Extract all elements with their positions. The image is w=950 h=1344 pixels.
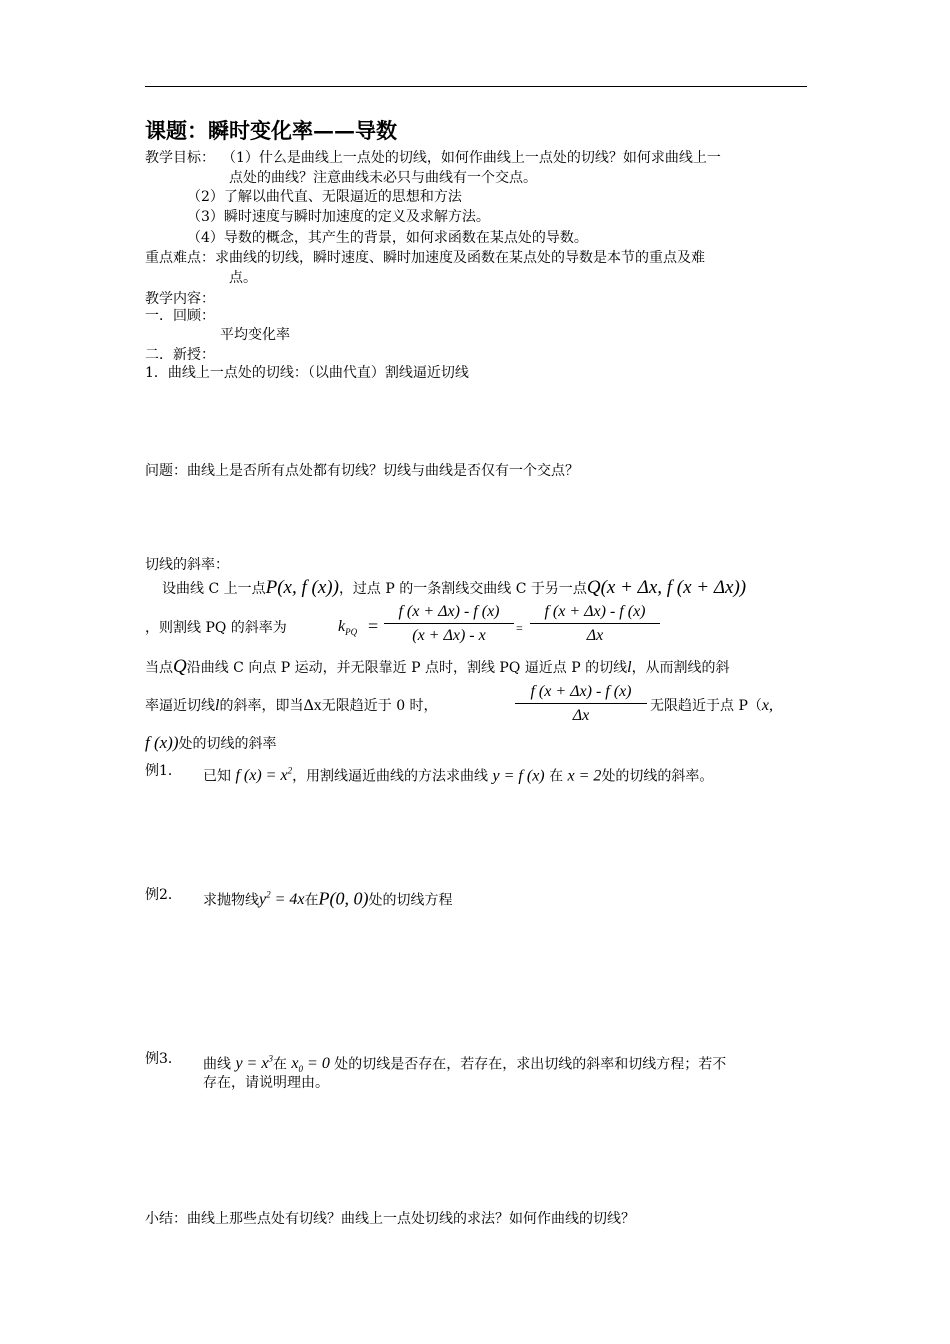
y-fx-formula: y = f (x) xyxy=(492,767,545,785)
key-points-line: 重点难点：求曲线的切线，瞬时速度、瞬时加速度及函数在某点处的导数是本节的重点及难 xyxy=(145,250,705,266)
slope-fraction-3 xyxy=(515,682,647,725)
fx-exponent: 2 xyxy=(287,766,293,776)
header-rule xyxy=(145,86,807,87)
equals-sign-1: = xyxy=(368,616,379,636)
slope-paragraph-1 xyxy=(162,578,746,599)
slope-paragraph-2: ，则割线 PQ 的斜率为 xyxy=(145,620,287,636)
objective-item-3: （3）瞬时速度与瞬时加速度的定义及求解方法。 xyxy=(187,209,490,225)
fraction-denominator: Δx xyxy=(572,707,590,724)
text: 曲线 xyxy=(203,1056,231,1073)
objective-item-4: （4）导数的概念，其产生的背景，如何求函数在某点处的导数。 xyxy=(187,230,588,246)
page-title: 课题：瞬时变化率——导数 xyxy=(145,118,397,143)
x0-value: = 0 xyxy=(307,1055,330,1073)
text: 已知 xyxy=(203,768,231,785)
point-1-heading: 1．曲线上一点处的切线：（以曲代直）割线逼近切线 xyxy=(145,365,469,381)
review-heading: 一．回顾： xyxy=(145,308,215,324)
example-3-text-cont: 存在，请说明理由。 xyxy=(203,1075,329,1091)
kpq-symbol xyxy=(338,617,357,642)
slope-heading: 切线的斜率： xyxy=(145,557,229,573)
equals-sign-2: = xyxy=(516,621,523,635)
slope-paragraph-4-end xyxy=(650,696,773,716)
y-exponent: 2 xyxy=(266,890,271,900)
cubic-exponent: 3 xyxy=(268,1054,273,1064)
kpq-subscript: PQ xyxy=(345,627,358,638)
point-p-formula: P(x, f (x)) xyxy=(265,577,339,598)
text: ，过点 P 的一条割线交曲线 C 于另一点 xyxy=(338,581,587,597)
text: 处的切线方程 xyxy=(368,892,453,909)
text: 率逼近切线 xyxy=(145,698,215,714)
x0-subscript: 0 xyxy=(298,1064,304,1075)
x0-base: x xyxy=(291,1055,299,1073)
text: 设曲线 C 上一点 xyxy=(162,581,266,597)
objective-item-2: （2）了解以曲代直、无限逼近的思想和方法 xyxy=(187,189,462,205)
fraction-bar xyxy=(515,703,647,704)
key-points-cont: 点。 xyxy=(229,270,257,286)
objective-item-1: （1）什么是曲线上一点处的切线，如何作曲线上一点处的切线？如何求曲线上一 xyxy=(222,150,721,166)
cubic-base: y = x xyxy=(235,1055,269,1073)
text: 的斜率，即当 xyxy=(219,698,304,714)
fx-formula xyxy=(235,767,292,784)
slope-paragraph-5 xyxy=(145,733,277,754)
tangent-l-symbol: l xyxy=(627,659,632,676)
slope-paragraph-3 xyxy=(145,657,730,678)
text: 在 xyxy=(272,1056,287,1073)
fraction-numerator: f (x + Δx) - f (x) xyxy=(530,683,632,700)
text: 在 xyxy=(549,768,564,785)
fraction-numerator: f (x + Δx) - f (x) xyxy=(544,603,646,620)
fraction-denominator: Δx xyxy=(586,627,604,644)
text: 处的切线的斜率 xyxy=(178,736,277,752)
x0-formula xyxy=(291,1055,330,1075)
question-text: 问题：曲线上是否所有点处都有切线？切线与曲线是否仅有一个交点？ xyxy=(145,463,579,479)
kpq-letter: k xyxy=(338,618,346,635)
fraction-denominator: (x + Δx) - x xyxy=(412,627,486,644)
text: 求抛物线 xyxy=(203,892,259,909)
text: 处的切线的斜率。 xyxy=(601,768,714,785)
review-item: 平均变化率 xyxy=(220,327,290,343)
text: 处的切线是否存在，若存在，求出切线的斜率和切线方程；若不 xyxy=(334,1056,727,1073)
fraction-numerator: f (x + Δx) - f (x) xyxy=(398,603,500,620)
content-label: 教学内容： xyxy=(145,291,215,307)
y-base: y xyxy=(259,891,267,909)
objective-item-1-cont: 点处的曲线？注意曲线未必只与曲线有一个交点。 xyxy=(229,170,537,186)
x-value-formula: x = 2 xyxy=(567,767,602,785)
parabola-rhs: = 4x xyxy=(274,891,305,909)
fraction-bar xyxy=(530,623,660,624)
parabola-formula xyxy=(259,891,305,908)
example-1-text xyxy=(203,762,713,786)
text: ，从而割线的斜 xyxy=(631,660,730,676)
fx-symbol: f (x)) xyxy=(145,733,179,752)
text: ，用割线逼近曲线的方法求曲线 xyxy=(292,768,489,785)
objectives-label: 教学目标： xyxy=(145,150,215,166)
point-q-formula: Q(x + Δx, f (x + Δx)) xyxy=(586,577,747,598)
text: 无限趋近于点 P（ xyxy=(650,698,762,714)
text: 在 xyxy=(304,892,319,909)
text: 无限趋近于 0 时， xyxy=(321,698,438,714)
delta-x-symbol: Δx xyxy=(303,697,322,714)
point-p-formula: P(0, 0) xyxy=(318,888,369,909)
example-2-text xyxy=(203,886,453,910)
cubic-formula xyxy=(235,1055,273,1072)
x-symbol: x, xyxy=(761,697,773,714)
example-2-label: 例2． xyxy=(145,887,182,903)
example-1-label: 例1． xyxy=(145,763,182,779)
text: 当点 xyxy=(145,660,173,676)
example-3-label: 例3． xyxy=(145,1051,182,1067)
point-q-symbol: Q xyxy=(173,656,187,677)
fraction-bar xyxy=(384,623,514,624)
new-lesson-heading: 二．新授： xyxy=(145,347,215,363)
summary-text: 小结：曲线上那些点处有切线？曲线上一点处切线的求法？如何作曲线的切线？ xyxy=(145,1211,635,1227)
slope-fraction-2 xyxy=(530,602,660,645)
fx-base: f (x) = x xyxy=(235,767,288,785)
slope-fraction-1 xyxy=(384,602,514,645)
tangent-l-symbol: l xyxy=(215,697,220,714)
slope-paragraph-4 xyxy=(145,696,438,716)
text: 沿曲线 C 向点 P 运动，并无限靠近 P 点时，割线 PQ 逼近点 P 的切线 xyxy=(186,660,628,676)
